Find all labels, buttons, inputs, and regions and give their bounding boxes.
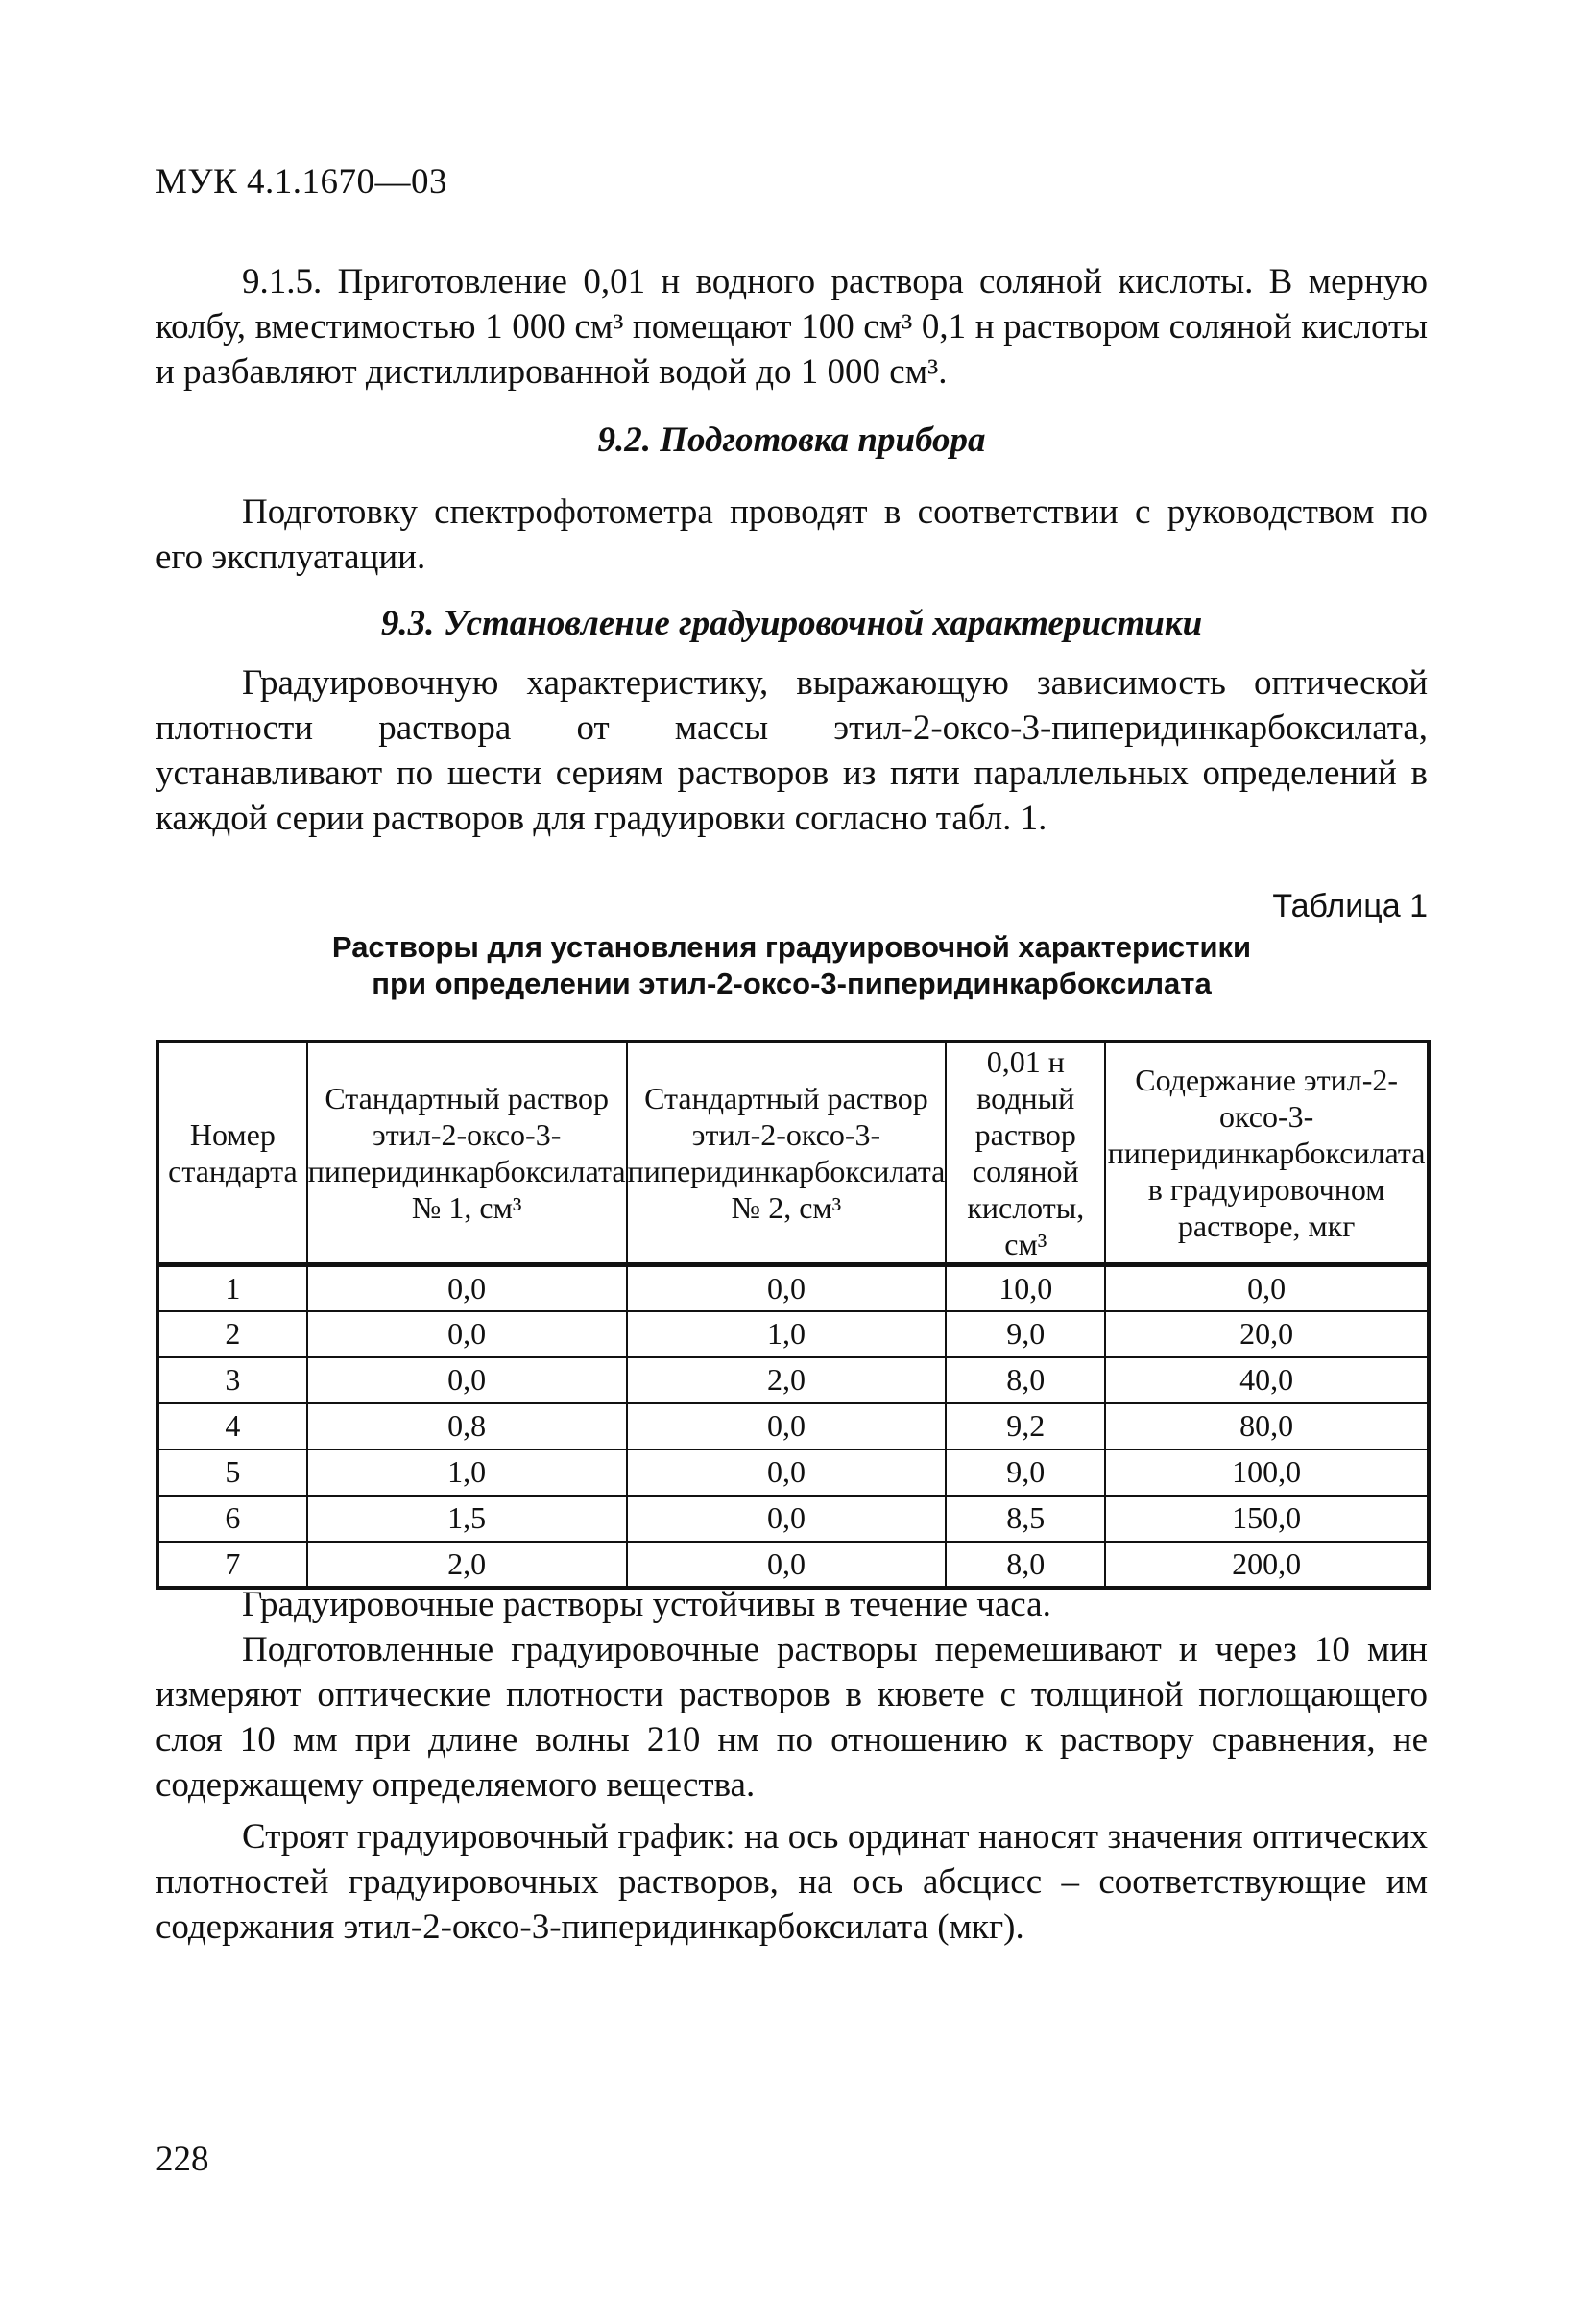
cell-hcl: 9,0 <box>946 1450 1105 1496</box>
cell-solution-2: 2,0 <box>627 1357 947 1403</box>
cell-hcl: 9,0 <box>946 1311 1105 1357</box>
cell-solution-1: 0,0 <box>307 1311 627 1357</box>
table-row <box>157 1496 1429 1542</box>
cell-solution-1: 1,5 <box>307 1496 627 1542</box>
header-standard-number: Номер стандарта <box>157 1042 307 1265</box>
cell-solution-1: 0,8 <box>307 1403 627 1450</box>
cell-content: 20,0 <box>1105 1311 1429 1357</box>
stability-note: Градуировочные растворы устойчивы в течение часа. <box>242 1585 1051 1624</box>
cell-hcl: 9,2 <box>946 1403 1105 1450</box>
section-9-1-5-text: 9.1.5. Приготовление 0,01 н водного раствора соляной кислоты. В мерную колбу, вместимостью 1 000 см³ помещают 100 см³ 0,1 н раствором соляной кислоты и разбавляют дистиллированной водой до 1 000 см³. <box>156 262 1428 392</box>
cell-hcl: 8,5 <box>946 1496 1105 1542</box>
section-9-2-heading: 9.2. Подготовка прибора <box>597 420 986 460</box>
header-content: Содержание этил-2-оксо-3-пиперидинкарбоксилата в градуировочном растворе, мкг <box>1105 1042 1429 1265</box>
table-row <box>157 1450 1429 1496</box>
cell-number: 1 <box>157 1265 307 1311</box>
cell-number: 6 <box>157 1496 307 1542</box>
cell-solution-2: 0,0 <box>627 1542 947 1588</box>
cell-number: 2 <box>157 1311 307 1357</box>
cell-content: 80,0 <box>1105 1403 1429 1450</box>
cell-number: 5 <box>157 1450 307 1496</box>
table-row <box>157 1357 1429 1403</box>
document-code: МУК 4.1.1670—03 <box>156 162 448 202</box>
section-9-2-text: Подготовку спектрофотометра проводят в соответствии с руководством по его эксплуатации. <box>156 492 1428 577</box>
calibration-graph-instructions: Строят градуировочный график: на ось ординат наносят значения оптических плотностей градуировочных растворов, на ось абсцисс – соответствующие им содержания этил-2-оксо-3-пиперидинкарбоксилата (мкг). <box>156 1817 1428 1947</box>
header-std-solution-1: Стандартный раствор этил-2-оксо-3-пиперидинкарбоксилата № 1, см³ <box>307 1042 627 1265</box>
table-title <box>156 929 1428 1002</box>
table-row <box>157 1311 1429 1357</box>
measurement-procedure: Подготовленные градуировочные растворы перемешивают и через 10 мин измеряют оптические плотности растворов в кювете с толщиной поглощающего слоя 10 мм при длине волны 210 нм по отношению к раствору сравнения, не содержащему определяемого вещества. <box>156 1630 1428 1805</box>
cell-hcl: 10,0 <box>946 1265 1105 1311</box>
cell-number: 3 <box>157 1357 307 1403</box>
table-label: Таблица 1 <box>1272 888 1428 924</box>
table-row <box>157 1542 1429 1588</box>
cell-solution-2: 0,0 <box>627 1265 947 1311</box>
cell-solution-1: 0,0 <box>307 1357 627 1403</box>
cell-solution-2: 0,0 <box>627 1450 947 1496</box>
cell-hcl: 8,0 <box>946 1542 1105 1588</box>
table-header-row <box>157 1042 1429 1265</box>
calibration-table <box>156 1040 1431 1590</box>
cell-number: 7 <box>157 1542 307 1588</box>
cell-solution-2: 0,0 <box>627 1496 947 1542</box>
cell-content: 0,0 <box>1105 1265 1429 1311</box>
section-9-3-heading: 9.3. Установление градуировочной характеристики <box>380 604 1203 643</box>
cell-solution-1: 0,0 <box>307 1265 627 1311</box>
table-row <box>157 1403 1429 1450</box>
cell-solution-1: 1,0 <box>307 1450 627 1496</box>
table-title-line-2: при определении этил-2-оксо-3-пиперидинкарбоксилата <box>372 967 1212 1000</box>
cell-solution-2: 1,0 <box>627 1311 947 1357</box>
cell-content: 200,0 <box>1105 1542 1429 1588</box>
table-row <box>157 1265 1429 1311</box>
table-title-line-1: Растворы для установления градуировочной характеристики <box>331 930 1252 964</box>
cell-solution-2: 0,0 <box>627 1403 947 1450</box>
cell-content: 40,0 <box>1105 1357 1429 1403</box>
section-9-3-text: Градуировочную характеристику, выражающую зависимость оптической плотности раствора от массы этил-2-оксо-3-пиперидинкарбоксилата, устанавливают по шести сериям растворов из пяти параллельных определений в каждой серии растворов для градуировки согласно табл. 1. <box>156 663 1428 838</box>
cell-number: 4 <box>157 1403 307 1450</box>
cell-content: 100,0 <box>1105 1450 1429 1496</box>
cell-solution-1: 2,0 <box>307 1542 627 1588</box>
header-hcl-solution: 0,01 н водный раствор соляной кислоты, см³ <box>946 1042 1105 1265</box>
page-number: 228 <box>156 2140 209 2179</box>
cell-content: 150,0 <box>1105 1496 1429 1542</box>
cell-hcl: 8,0 <box>946 1357 1105 1403</box>
header-std-solution-2: Стандартный раствор этил-2-оксо-3-пиперидинкарбоксилата № 2, см³ <box>627 1042 947 1265</box>
